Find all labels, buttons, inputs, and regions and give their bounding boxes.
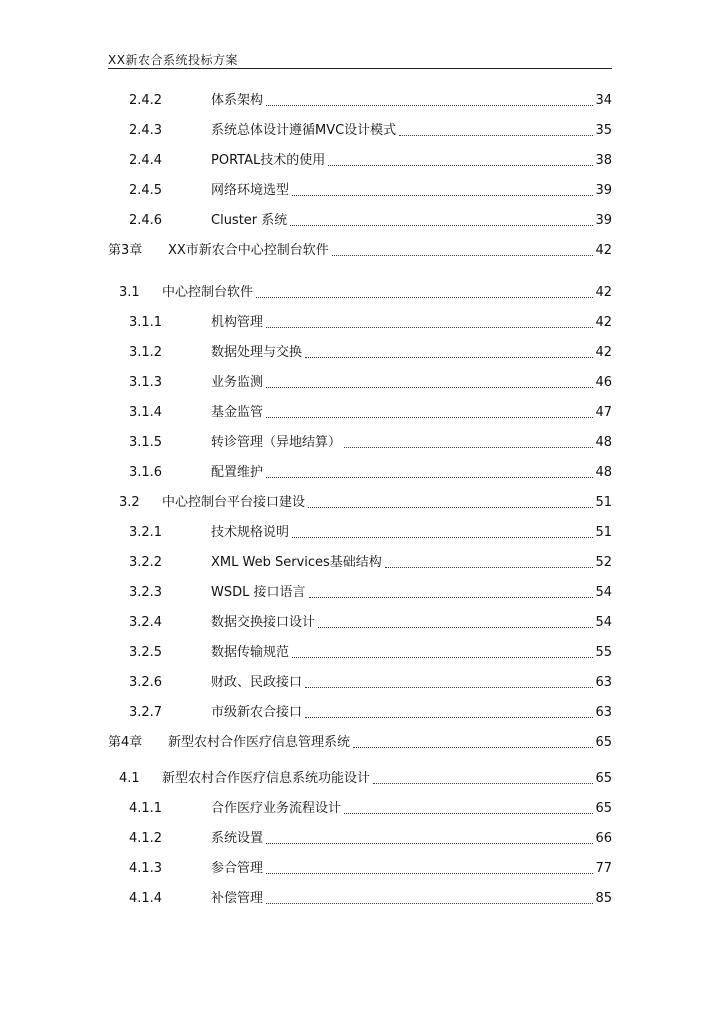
toc-entry-number: 2.4.5 [129,183,163,198]
toc-entry-title: 财政、民政接口 [211,675,303,690]
toc-entry-page-number: 39 [595,183,612,198]
toc-entry-title: XX市新农合中心控制台软件 [168,243,329,258]
toc-entry-page-number: 48 [595,465,612,480]
toc-entry-title: 网络环境选型 [211,183,290,198]
toc-entry[interactable] [110,889,612,909]
toc-entry[interactable] [110,523,612,543]
toc-entry-page-number: 46 [595,375,612,390]
toc-entry-title: 补偿管理 [211,891,264,906]
toc-dot-leader [308,507,593,508]
toc-entry-page-number: 42 [595,315,612,330]
toc-entry-title: 基金监管 [211,405,264,420]
toc-dot-leader [344,447,593,448]
toc-entry-title: 合作医疗业务流程设计 [211,801,342,816]
toc-entry-page-number: 63 [595,705,612,720]
toc-entry[interactable] [110,91,612,111]
toc-dot-leader [373,783,593,784]
toc-entry-page-number: 42 [595,285,612,300]
toc-dot-leader [332,255,594,256]
toc-entry[interactable] [110,151,612,171]
toc-dot-leader [318,627,593,628]
toc-entry-title: 市级新农合接口 [211,705,303,720]
toc-entry[interactable] [110,463,612,483]
toc-entry[interactable] [110,373,612,393]
toc-entry-page-number: 54 [595,585,612,600]
toc-entry-number: 2.4.3 [129,123,163,138]
toc-entry[interactable] [110,613,612,633]
toc-entry[interactable] [110,553,612,573]
toc-entry-number: 3.1 [119,285,140,300]
toc-entry-number: 2.4.6 [129,213,163,228]
toc-dot-leader [292,537,593,538]
toc-entry-title: 数据交换接口设计 [211,615,316,630]
toc-entry[interactable] [108,493,612,513]
toc-entry-page-number: 48 [595,435,612,450]
toc-entry-number: 3.2.3 [129,585,163,600]
toc-dot-leader [353,747,593,748]
toc-entry-number: 3.2 [119,495,140,510]
toc-dot-leader [290,225,593,226]
toc-entry-number: 第3章 [108,243,143,258]
toc-entry-page-number: 34 [595,93,612,108]
toc-dot-leader [266,903,593,904]
toc-entry-page-number: 42 [595,243,612,258]
toc-entry-page-number: 55 [595,645,612,660]
toc-entry-number: 3.2.7 [129,705,163,720]
toc-entry[interactable] [110,403,612,423]
toc-entry-number: 4.1.1 [129,801,163,816]
toc-entry-title: 业务监测 [211,375,264,390]
toc-entry-page-number: 63 [595,675,612,690]
toc-entry[interactable] [108,769,612,789]
toc-entry-title: 新型农村合作医疗信息管理系统 [168,735,351,750]
toc-entry-title: WSDL 接口语言 [211,585,306,600]
toc-entry-page-number: 51 [595,495,612,510]
toc-entry[interactable] [110,799,612,819]
toc-entry-title: 参合管理 [211,861,264,876]
toc-entry-page-number: 52 [595,555,612,570]
toc-entry-title: XML Web Services基础结构 [211,555,382,570]
toc-entry-title: 配置维护 [211,465,264,480]
toc-entry[interactable] [110,313,612,333]
toc-entry-number: 3.2.1 [129,525,163,540]
toc-dot-leader [256,297,593,298]
toc-dot-leader [305,687,593,688]
toc-entry-title: 中心控制台软件 [162,285,254,300]
toc-entry-title: PORTAL技术的使用 [211,153,326,168]
toc-entry-number: 第4章 [108,735,143,750]
toc-entry-number: 3.1.1 [129,315,163,330]
toc-entry[interactable] [108,241,612,261]
toc-entry[interactable] [110,211,612,231]
toc-entry[interactable] [110,433,612,453]
toc-entry-title: 数据处理与交换 [211,345,303,360]
toc-entry-number: 4.1.2 [129,831,163,846]
toc-entry-title: 机构管理 [211,315,264,330]
toc-entry[interactable] [110,121,612,141]
toc-entry-number: 3.2.4 [129,615,163,630]
toc-dot-leader [266,387,593,388]
toc-entry-page-number: 51 [595,525,612,540]
toc-entry-number: 3.2.5 [129,645,163,660]
toc-dot-leader [266,417,593,418]
toc-entry[interactable] [110,643,612,663]
toc-entry-page-number: 85 [595,891,612,906]
toc-entry-title: 数据传输规范 [211,645,290,660]
toc-entry-number: 3.1.5 [129,435,163,450]
toc-dot-leader [266,873,593,874]
toc-dot-leader [292,195,593,196]
toc-dot-leader [266,327,593,328]
toc-entry-title: 新型农村合作医疗信息系统功能设计 [162,771,371,786]
toc-entry[interactable] [110,343,612,363]
toc-entry-number: 3.2.2 [129,555,163,570]
toc-entry[interactable] [108,283,612,303]
toc-entry-number: 2.4.4 [129,153,163,168]
toc-entry[interactable] [110,583,612,603]
toc-entry-title: 系统设置 [211,831,264,846]
toc-entry-number: 3.1.4 [129,405,163,420]
toc-entry-page-number: 42 [595,345,612,360]
toc-dot-leader [266,477,593,478]
toc-dot-leader [385,567,594,568]
toc-entry-page-number: 66 [595,831,612,846]
toc-dot-leader [399,135,593,136]
toc-entry-title: 体系架构 [211,93,264,108]
toc-entry-page-number: 38 [595,153,612,168]
toc-dot-leader [344,813,593,814]
toc-entry-title: Cluster 系统 [211,213,288,228]
toc-entry-number: 3.1.6 [129,465,163,480]
toc-entry-number: 4.1 [119,771,140,786]
toc-entry-number: 3.2.6 [129,675,163,690]
toc-entry-page-number: 65 [595,771,612,786]
toc-dot-leader [305,357,593,358]
document-title: XX新农合系统投标方案 [108,53,238,67]
toc-entry-number: 4.1.4 [129,891,163,906]
toc-entry-page-number: 54 [595,615,612,630]
toc-entry[interactable] [110,859,612,879]
toc-entry-number: 4.1.3 [129,861,163,876]
toc-entry-page-number: 65 [595,735,612,750]
toc-entry-title: 技术规格说明 [211,525,290,540]
toc-entry-title: 转诊管理（异地结算） [211,435,342,450]
toc-entry-page-number: 77 [595,861,612,876]
toc-dot-leader [328,165,593,166]
toc-dot-leader [309,597,594,598]
toc-entry-number: 3.1.2 [129,345,163,360]
toc-dot-leader [266,105,593,106]
toc-entry-number: 3.1.3 [129,375,163,390]
toc-dot-leader [305,717,593,718]
toc-entry-page-number: 47 [595,405,612,420]
toc-dot-leader [266,843,593,844]
toc-entry[interactable] [110,673,612,693]
toc-entry-number: 2.4.2 [129,93,163,108]
toc-entry-page-number: 65 [595,801,612,816]
toc-entry[interactable] [110,703,612,723]
toc-entry[interactable] [110,181,612,201]
toc-entry-page-number: 35 [595,123,612,138]
toc-entry[interactable] [110,829,612,849]
toc-entry-title: 中心控制台平台接口建设 [162,495,306,510]
toc-entry-title: 系统总体设计遵循MVC设计模式 [211,123,397,138]
toc-entry[interactable] [108,733,612,753]
toc-dot-leader [292,657,593,658]
toc-entry-page-number: 39 [595,213,612,228]
